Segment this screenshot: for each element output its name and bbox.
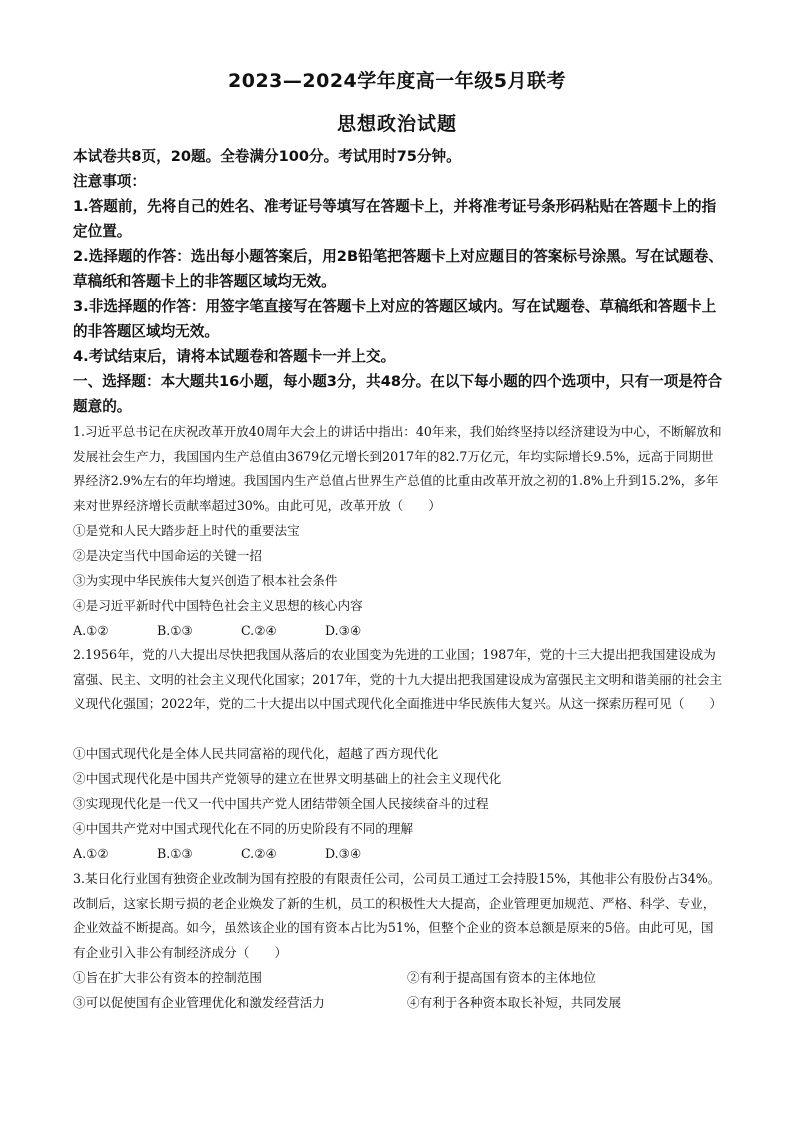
choice-a: A.①②	[73, 623, 109, 638]
note-item: 2.选择题的作答：选出每小题答案后，用2B铅笔把答题卡上对应题目的答案标号涂黑。写在试题卷、草稿纸和答题卡上的非答题区域均无效。	[73, 248, 723, 291]
question-option: ③实现现代化是一代又一代中国共产党人团结带领全国人民接续奋斗的过程	[73, 796, 489, 811]
choice-d: D.③④	[325, 623, 362, 638]
question-stem: 1.习近平总书记在庆祝改革开放40周年大会上的讲话中指出：40年来，我们始终坚持以经济建设为中心，不断解放和发展社会生产力，我国国内生产总值由3679亿元增长到2017年的82.7万亿元，年均实际增长9.5%，远高于同期世界经济2.9%左右的年均增速。我国国内生产总值占世界生产总值的比重由改革开放之初的1.8%上升到15.2%，多年来对世界经济增长贡献率超过30%。由此可见，改革开放（ ）	[73, 424, 722, 514]
exam-title: 2023—2024学年度高一年级5月联考	[228, 70, 566, 92]
notes-heading: 注意事项：	[73, 173, 146, 190]
choice-c: C.②④	[241, 846, 277, 861]
question-option: ②中国式现代化是中国共产党领导的建立在世界文明基础上的社会主义现代化	[73, 771, 502, 786]
question-option: ①旨在扩大非公有资本的控制范围	[73, 970, 262, 985]
question-stem: 3.某日化行业国有独资企业改制为国有控股的有限责任公司，公司员工通过工会持股15%，其他非公有股份占34%。改制后，这家长期亏损的老企业焕发了新的生机，员工的积极性大大提高，企业管理更加规范、严格、科学、专业，企业效益不断提高。如今，虽然该企业的国有资本占比为51%，但整个企业的资本总额是原来的5倍。由此可见，国有企业引入非公有制经济成分（ ）	[73, 871, 721, 961]
note-item: 4.考试结束后，请将本试题卷和答题卡一并上交。	[73, 348, 396, 365]
question-stem: 2.1956年，党的八大提出尽快把我国从落后的农业国变为先进的工业国；1987年，党的十三大提出把我国建设成为富强、民主、文明的社会主义现代化国家；2017年，党的十九大提出把我国建设成为富强民主文明和谐美丽的社会主义现代化强国；2022年，党的二十大提出以中国式现代化全面推进中华民族伟大复兴。从这一探索历程可见（ ）	[73, 647, 723, 712]
question-option: ①是党和人民大踏步赶上时代的重要法宝	[73, 523, 300, 538]
note-item: 1.答题前，先将自己的姓名、准考证号等填写在答题卡上，并将准考证号条形码粘贴在答题卡上的指定位置。	[73, 198, 717, 241]
question-option: ①中国式现代化是全体人民共同富裕的现代化，超越了西方现代化	[73, 746, 439, 761]
answer-choices	[73, 842, 361, 867]
choice-d: D.③④	[325, 846, 362, 861]
answer-choices	[73, 619, 361, 644]
question-option: ④是习近平新时代中国特色社会主义思想的核心内容	[73, 598, 363, 613]
question-option: ④有利于各种资本取长补短，共同发展	[407, 995, 622, 1010]
choice-b: B.①③	[157, 846, 193, 861]
choice-b: B.①③	[157, 623, 193, 638]
choice-c: C.②④	[241, 623, 277, 638]
note-item: 3.非选择题的作答：用签字笔直接写在答题卡上对应的答题区域内。写在试题卷、草稿纸和答题卡上的非答题区域均无效。	[73, 298, 717, 341]
exam-summary: 本试卷共8页，20题。全卷满分100分。考试用时75分钟。	[73, 148, 461, 165]
question-option: ③为实现中华民族伟大复兴创造了根本社会条件	[73, 573, 338, 588]
subject-title: 思想政治试题	[336, 113, 457, 135]
section-heading: 一、选择题：本大题共16小题，每小题3分，共48分。在以下每小题的四个选项中，只有一项是符合题意的。	[73, 373, 723, 416]
question-option: ③可以促使国有企业管理优化和激发经营活力	[73, 995, 325, 1010]
question-option: ②是决定当代中国命运的关键一招	[73, 548, 262, 563]
question-option: ④中国共产党对中国式现代化在不同的历史阶段有不同的理解	[73, 821, 414, 836]
choice-a: A.①②	[73, 846, 109, 861]
question-option: ②有利于提高国有资本的主体地位	[407, 970, 596, 985]
